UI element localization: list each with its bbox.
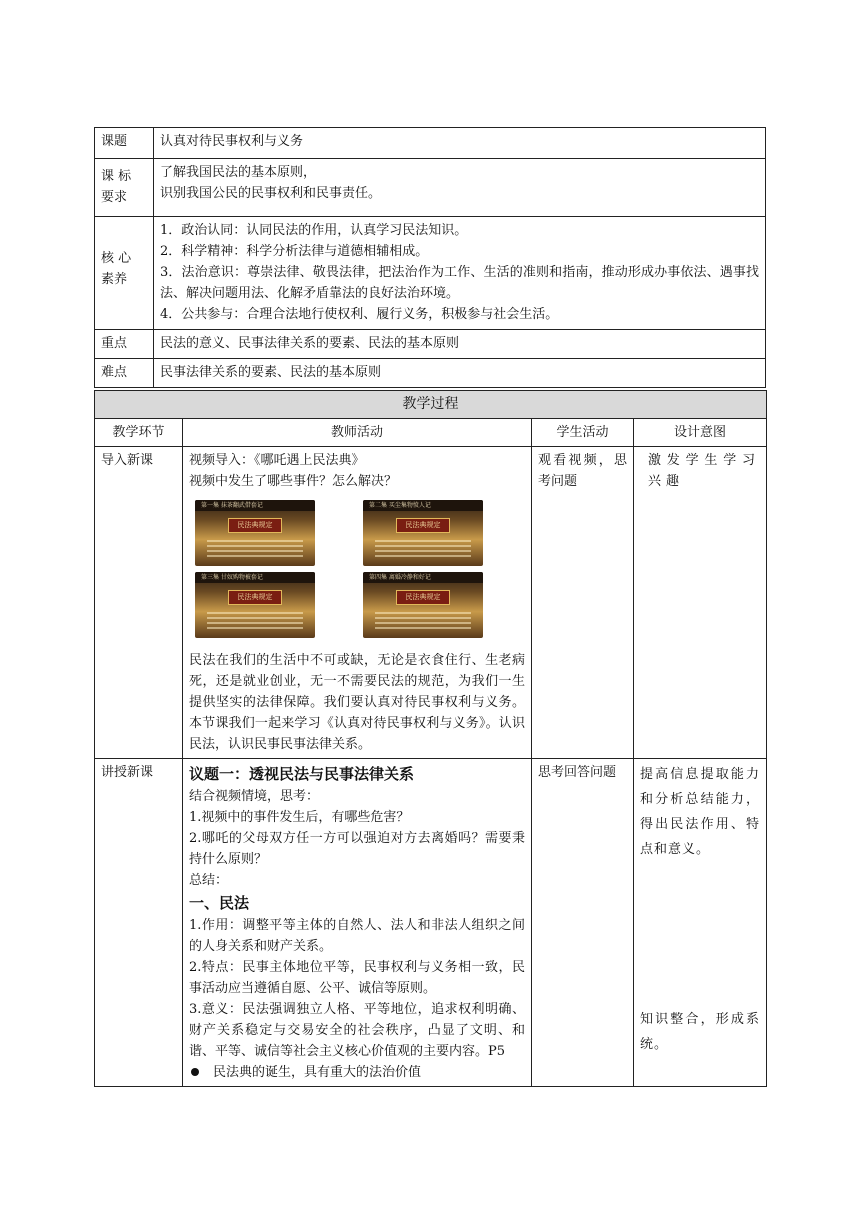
standard-label: 课 标 要求 xyxy=(95,159,154,217)
bullet-item: 民法典的诞生，具有重大的法治价值 xyxy=(189,1062,525,1083)
issue-heading: 议题一：透视民法与民事法律关系 xyxy=(189,765,415,783)
table-row xyxy=(95,759,767,1087)
topic-label: 课题 xyxy=(95,128,154,159)
student-activity-cell: 观看视频，思考问题 xyxy=(532,447,634,759)
header-table xyxy=(94,127,766,388)
col-header-student: 学生活动 xyxy=(532,419,634,447)
difficult-label: 难点 xyxy=(95,359,154,388)
teacher-activity-cell: 议题一：透视民法与民事法律关系 结合视频情境，思考： 1.视频中的事件发生后，有哪些危害？ 2.哪吒的父母双方任一方可以强迫对方去离婚吗？需要秉持什么原则？ 总结： 一、民法 1.作用：调整平等主体的自然人、法人和非法人组织之间的人身关系和财产关系。 2.特点：民事主体地位平等，民事权利与义务相一致，民事活动应当遵循自愿、公平、诚信等原则。 3.意义：民法强调独立人格、平等地位，追求权利明确、财产关系稳定与交易安全的社会秩序，凸显了文明、和谐、平等、诚信等社会主义核心价值观的主要内容。P5 民法典的诞生，具有重大的法治价值 xyxy=(183,759,532,1087)
process-title: 教学过程 xyxy=(95,391,767,419)
video-thumbnail[interactable]: 第一集 抹茶翻武借套记 民法典规定 xyxy=(195,500,315,566)
stage-cell: 导入新课 xyxy=(95,447,183,759)
key-value: 民法的意义、民事法律关系的要素、民法的基本原则 xyxy=(154,330,766,359)
col-header-intent: 设计意图 xyxy=(634,419,767,447)
design-intent-cell: 激发学生学习兴趣 xyxy=(634,447,767,759)
teacher-activity-cell: 视频导入：《哪吒遇上民法典》 视频中发生了哪些事件？怎么解决？ 第一集 抹茶翻武借套记 民法典规定 第二集 买尘集物愤人记 民法典规定 第三集 甘奴购物被套记 民法典规定 第四集 离婚冷静和好记 民法典规定 民法在我们的生活中不可或缺，无论是衣食住行、生老病死，还是就业创业，无一不需要民法的规范，为我们一生提供坚实的法律保障。我们要认真对待民事权利与义务。本节课我们一起来学习《认真对待民事权利与义务》。认识民法，认识民事民事法律关系。 xyxy=(183,447,532,759)
teacher-paragraph: 民法在我们的生活中不可或缺，无论是衣食住行、生老病死，还是就业创业，无一不需要民法的规范，为我们一生提供坚实的法律保障。我们要认真对待民事权利与义务。本节课我们一起来学习《认真对待民事权利与义务》。认识民法，认识民事民事法律关系。 xyxy=(189,653,525,752)
col-header-teacher: 教师活动 xyxy=(183,419,532,447)
topic-value: 认真对待民事权利与义务 xyxy=(154,128,766,159)
student-activity-cell: 思考回答问题 xyxy=(532,759,634,1087)
stage-cell: 讲授新课 xyxy=(95,759,183,1087)
literacy-label: 核 心 素养 xyxy=(95,217,154,330)
lesson-plan xyxy=(94,127,766,1087)
video-thumbnail-grid xyxy=(189,500,519,644)
col-header-stage: 教学环节 xyxy=(95,419,183,447)
process-table xyxy=(94,390,767,1087)
literacy-value: 1．政治认同：认同民法的作用，认真学习民法知识。 2．科学精神：科学分析法律与道德相辅相成。 3．法治意识：尊崇法律、敬畏法律，把法治作为工作、生活的准则和指南，推动形成办事依法、遇事找法、解决问题用法、化解矛盾靠法的良好法治环境。 4．公共参与：合理合法地行使权利、履行义务，积极参与社会生活。 xyxy=(154,217,766,330)
design-intent-cell: 提高信息提取能力和分析总结能力，得出民法作用、特点和意义。 知识整合，形成系统。 xyxy=(634,759,767,1087)
section-heading: 一、民法 xyxy=(189,894,250,912)
video-thumbnail[interactable]: 第三集 甘奴购物被套记 民法典规定 xyxy=(195,572,315,638)
key-label: 重点 xyxy=(95,330,154,359)
video-thumbnail[interactable]: 第二集 买尘集物愤人记 民法典规定 xyxy=(363,500,483,566)
bullet-icon xyxy=(191,1068,199,1076)
difficult-value: 民事法律关系的要素、民法的基本原则 xyxy=(154,359,766,388)
video-thumbnail[interactable]: 第四集 离婚冷静和好记 民法典规定 xyxy=(363,572,483,638)
table-row xyxy=(95,447,767,759)
standard-value: 了解我国民法的基本原则， 识别我国公民的民事权利和民事责任。 xyxy=(154,159,766,217)
